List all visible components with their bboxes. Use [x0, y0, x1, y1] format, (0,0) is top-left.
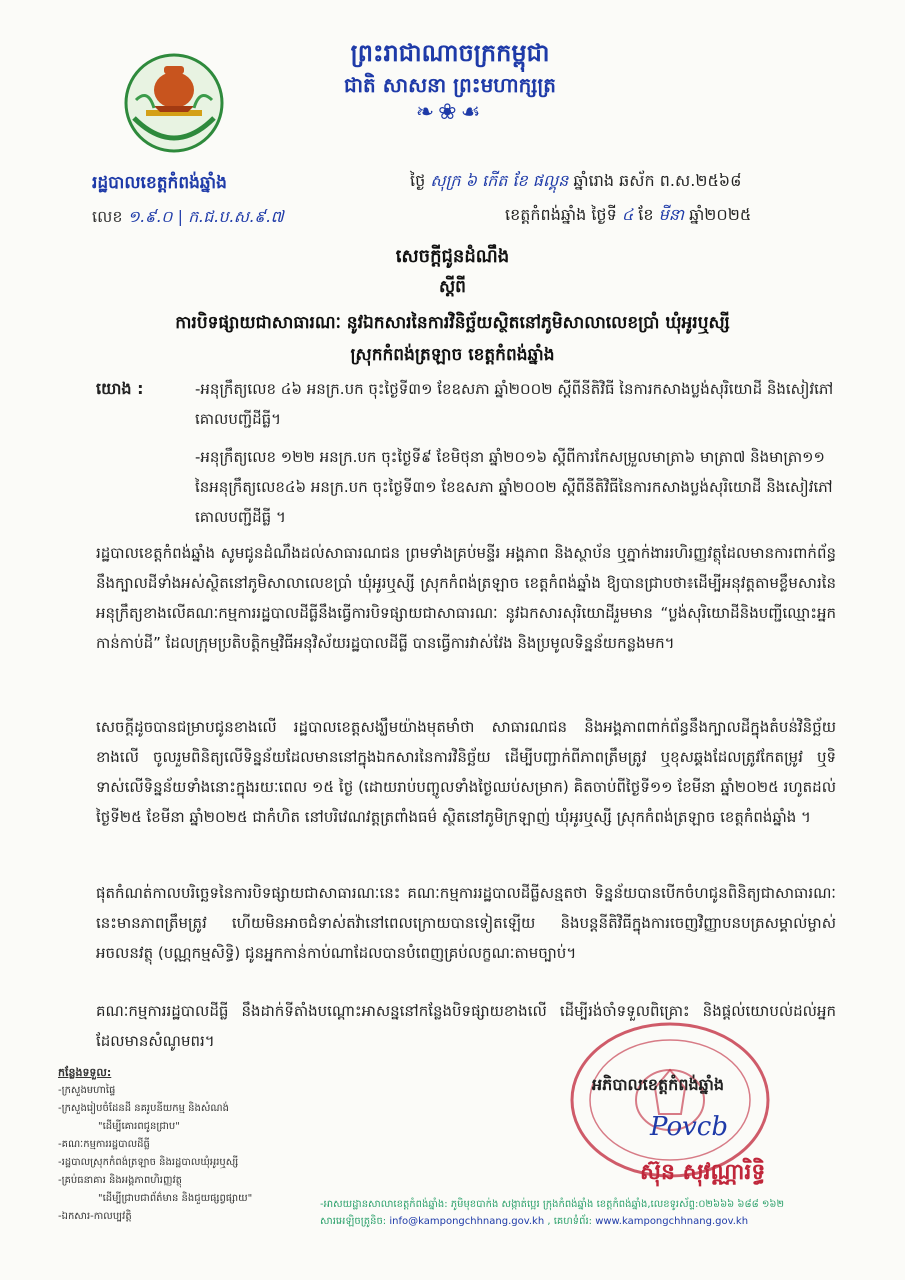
footer-email-label: សារអេឡិចត្រូនិច: — [320, 1216, 387, 1227]
solar-date-mid: ខែ — [638, 205, 654, 224]
solar-date — [505, 204, 751, 228]
solar-date-day: ៤ — [621, 205, 634, 224]
recipients-list — [58, 1064, 252, 1226]
ref-handwritten: ១.៩.០ | ក.ជ.ប.ស.៩.៧ — [127, 207, 284, 226]
body-paragraph-1: រដ្ឋបាលខេត្តកំពង់ឆ្នាំង សូមជូនដំណឹងដល់សាធារណជន ព្រមទាំងគ្រប់មន្ទីរ អង្គភាព និងស្ថាប័ន ឬភ្នាក់ងាររហិរញ្ញវត្ថុដែលមានការពាក់ព័ន្ធនឹងក្បាលដីទាំងអស់ស្ថិតនៅភូមិសាលាលេខប្រាំ ឃុំអូរឬស្សី ស្រុកកំពង់ត្រឡាច ខេត្តកំពង់ឆ្នាំង ឱ្យបានជ្រាបថា៖ដើម្បីអនុវត្តតាមខ្លឹមសារនៃអនុក្រឹត្យខាងលើគណៈកម្មការរដ្ឋបាលដីធ្លីនឹងធ្វើការបិទផ្សាយជាសាធារណៈ នូវឯកសារសុរិយោដីរួមមាន “ប្លង់សុរិយោដីនិងបញ្ជីឈ្មោះអ្នកកាន់កាប់ដី” ដែលក្រុមប្រតិបត្តិកម្មវិធីអនុវិស័យរដ្ឋបាលដីធ្លី បានធ្វើការវាស់វែង និងប្រមូលទិន្នន័យកន្លងមក។ — [96, 544, 836, 652]
recipient-item: -រដ្ឋបាលស្រុកកំពង់ត្រឡាច និងរដ្ឋបាលឃុំអូរឬស្សី — [58, 1157, 239, 1168]
reference-number — [92, 206, 284, 230]
reference-item-1: -អនុក្រឹត្យលេខ ៤៦ អនក្រ.បក ចុះថ្ងៃទី៣១ ខែឧសភា ឆ្នាំ២០០២ ស្តីពីនីតិវិធី នៃការកសាងប្លង់សុរិយោដី និងសៀវភៅគោលបញ្ជីដីធ្លី។ — [195, 380, 834, 428]
signatory-name: ស៊ុន សុវណ្ណារិទ្ធិ — [640, 1159, 766, 1185]
kingdom-name: ព្រះរាជាណាចក្រកម្ពុជា — [350, 39, 550, 67]
recipient-note: "ដើម្បីគោរពជូនជ្រាប" — [98, 1121, 180, 1132]
recipient-note: "ដើម្បីជ្រាបជាព័ត៌មាន និងជួយផ្សព្វផ្សាយ" — [98, 1193, 253, 1204]
lunar-date-prefix: ថ្ងៃ — [410, 171, 426, 190]
reference-item-2: -អនុក្រឹត្យលេខ ១២២ អនក្រ.បក ចុះថ្ងៃទី៩ ខែមិថុនា ឆ្នាំ២០១៦ ស្តីពីការកែសម្រួលមាត្រា៦ មាត្រា៧ និងមាត្រា១១ នៃអនុក្រឹត្យលេខ៤៦ អនក្រ.បក ចុះថ្ងៃទី៣១ ខែឧសភា ឆ្នាំ២០០២ ស្តីពីនីតិវិធីនៃការកសាងប្លង់សុរិយោដី និងសៀវភៅគោលបញ្ជីដីធ្លី ។ — [195, 448, 833, 526]
footer-website-link[interactable]: www.kampongchhnang.gov.kh — [595, 1216, 749, 1227]
issuing-authority: រដ្ឋបាលខេត្តកំពង់ឆ្នាំង — [92, 173, 227, 193]
lunar-date-suffix: ឆ្នាំរោង ឆស័ក ព.ស.២៥៦៨ — [573, 171, 742, 190]
recipients-heading: កន្លែងទទួល: — [58, 1066, 112, 1079]
ref-prefix: លេខ — [92, 207, 123, 226]
lunar-date-hand: សុក្រ ៦ កើត ខែ ផល្គុន — [430, 171, 569, 190]
footer-email-link[interactable]: info@kampongchhnang.gov.kh — [389, 1216, 545, 1227]
recipient-item: -គ្រប់ធនាគារ និងអង្គភាពហិរញ្ញវត្ថុ — [58, 1175, 183, 1186]
notice-title: សេចក្តីជូនដំណឹង — [395, 246, 510, 267]
footer-contact-line — [320, 1213, 880, 1230]
solar-date-suffix: ឆ្នាំ២០២៥ — [689, 205, 752, 224]
notice-subject-label: ស្តីពី — [439, 277, 466, 297]
notice-subject-location: ស្រុកកំពង់ត្រឡាច ខេត្តកំពង់ឆ្នាំង — [350, 345, 555, 365]
body-paragraph-4: គណៈកម្មការរដ្ឋបាលដីធ្លី នឹងដាក់ទីតាំងបណ្តោះអាសន្ននៅកន្លែងបិទផ្សាយខាងលើ ដើម្បីរង់ចាំទទួលពិគ្រោះ និងផ្តល់យោបល់ដល់អ្នកដែលមានសំណូមពរ។ — [96, 1002, 836, 1050]
national-motto: ជាតិ សាសនា ព្រះមហាក្សត្រ — [344, 73, 556, 97]
signatory-title: អភិបាលខេត្តកំពង់ឆ្នាំង — [592, 1075, 725, 1094]
solar-date-month: មីនា — [658, 205, 684, 224]
lunar-date — [410, 170, 741, 194]
recipient-item: -ក្រសួងរៀបចំដែនដី នគរូបនីយកម្ម និងសំណង់ — [58, 1103, 229, 1114]
handwritten-signature: Povcb — [650, 1112, 728, 1142]
national-header — [330, 36, 570, 125]
province-emblem-logo — [124, 48, 224, 158]
ornament-divider: ❧❀☙ — [415, 100, 485, 125]
recipient-item: -គណៈកម្មការរដ្ឋបាលដីធ្លី — [58, 1139, 150, 1150]
recipient-item: -ក្រសួងមហាផ្ទៃ — [58, 1085, 116, 1096]
footer-web-label: , គេហទំព័រ: — [547, 1216, 592, 1227]
recipient-item: -ឯកសារ-កាលប្បវត្តិ — [58, 1211, 132, 1222]
solar-date-prefix: ខេត្តកំពង់ឆ្នាំង ថ្ងៃទី — [505, 205, 617, 224]
footer-address: -អាសយដ្ឋានសាលាខេត្តកំពង់ឆ្នាំង: ភូមិមុខបាក់ង សង្កាត់ប្អេរ ក្រុងកំពង់ឆ្នាំង ខេត្តកំពង់ឆ្នាំង,លេខទូរស័ព្ទ:០២៦៦៦ ៦៨៨ ១៦២ — [320, 1199, 785, 1210]
references-label: យោង : — [96, 379, 144, 398]
body-paragraph-2: សេចក្តីដូចបានជម្រាបជូនខាងលើ រដ្ឋបាលខេត្តសង្ឃឹមយ៉ាងមុតមាំថា សាធារណជន និងអង្គភាពពាក់ព័ន្ធនឹងក្បាលដីក្នុងតំបន់វិនិច្ឆ័យខាងលើ ចូលរួមពិនិត្យលើទិន្នន័យដែលមាននៅក្នុងឯកសារនៃការវិនិច្ឆ័យ ដើម្បីបញ្ជាក់ពីភាពត្រឹមត្រូវ ឬខុសឆ្គងដែលត្រូវកែតម្រូវ ឬទិទាស់លើទិន្នន័យទាំងនោះក្នុងរយៈពេល ១៥ ថ្ងៃ (ដោយរាប់បញ្ចូលទាំងថ្ងៃឈប់សម្រាក) គិតចាប់ពីថ្ងៃទី១១ ខែមីនា ឆ្នាំ២០២៥ រហូតដល់ថ្ងៃទី២៥ ខែមីនា ឆ្នាំ២០២៥ ជាកំហិត នៅបរិវេណវត្តត្រពាំងធម៌ ស្ថិតនៅភូមិក្រឡាញ់ ឃុំអូរឬស្សី ស្រុកកំពង់ត្រឡាច ខេត្តកំពង់ឆ្នាំង ។ — [96, 718, 836, 826]
notice-subject: ការបិទផ្សាយជាសាធារណៈ នូវឯកសារនៃការវិនិច្ឆ័យស្ថិតនៅភូមិសាលាលេខប្រាំ ឃុំអូរឬស្សី — [175, 313, 730, 333]
footer-contact — [320, 1196, 880, 1230]
body-paragraph-3: ផុតកំណត់កាលបរិច្ឆេទនៃការបិទផ្សាយជាសាធារណៈនេះ គណៈកម្មការរដ្ឋបាលដីធ្លីសន្មតថា ទិន្នន័យបានបើកចំហជូនពិនិត្យជាសាធារណៈនេះមានភាពត្រឹមត្រូវ ហើយមិនអាចជំទាស់តវ៉ានៅពេលក្រោយបានទៀតឡើយ និងបន្តនីតិវិធីក្នុងការចេញវិញ្ញាបនបត្រសម្គាល់ម្ចាស់អចលនវត្ថុ (បណ្ណកម្មសិទ្ធិ) ជូនអ្នកកាន់កាប់ណាដែលបានបំពេញគ្រប់លក្ខណៈតាមច្បាប់។ — [96, 884, 836, 962]
